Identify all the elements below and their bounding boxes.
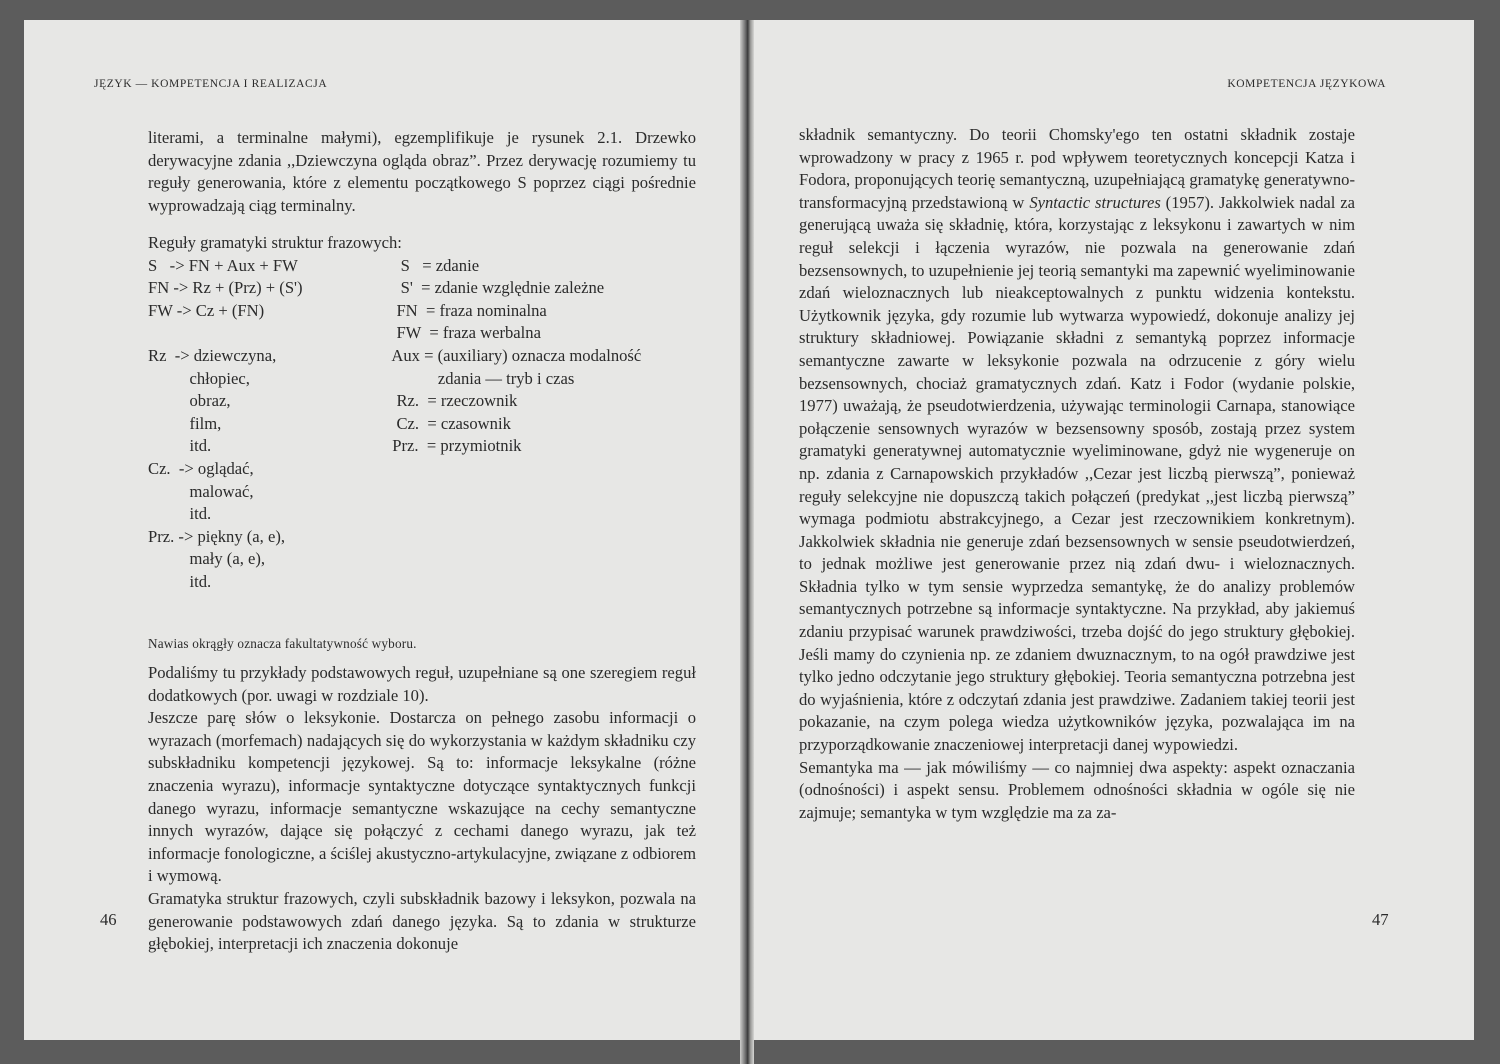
right-page (754, 20, 1474, 1040)
left-paragraph-4: Gramatyka struktur frazowych, czyli subskładnik bazowy i leksykon, pozwala na generowanie podstawowych zdań danego języka. Są to zdania w strukturze głębokiej, interpretacji ich znaczenia dokonuje (148, 888, 696, 954)
definition-line: FW = fraza werbalna (384, 323, 541, 343)
left-page (24, 20, 740, 1040)
rule-line: Rz -> dziewczyna, (148, 345, 277, 365)
definition-line: S = zdanie (384, 255, 480, 275)
rule-line: S -> FN + Aux + FW (148, 255, 298, 275)
definition-line: FN = fraza nominalna (384, 300, 547, 320)
definition-line: zdania — tryb i czas (384, 368, 575, 388)
rule-line: FN -> Rz + (Prz) + (S') (148, 278, 303, 298)
running-head-right: KOMPETENCJA JĘZYKOWA (1227, 78, 1386, 90)
left-paragraph-1-text: literami, a terminalne małymi), egzemplifikuje je rysunek 2.1. Drzewko derywacyjne zdania ,,Dziewczyna ogląda obraz”. Przez derywację rozumiemy tu reguły generowania, które z elementu początkowego S poprzez ciągi pośrednie wyprowadzają ciąg terminalny. (148, 128, 696, 215)
left-paragraph-2: Podaliśmy tu przykłady podstawowych reguł, uzupełniane są one szeregiem reguł dodatkowych (por. uwagi w rozdziale 10). (148, 663, 696, 705)
definition-line: Prz. = przymiotnik (384, 436, 522, 456)
rule-line: mały (a, e), (148, 549, 266, 569)
right-paragraph-2: Semantyka ma — jak mówiliśmy — co najmniej dwa aspekty: aspekt oznaczania (odnośności) i aspekt sensu. Problemem odnośności składnia w ogóle się nie zajmuje; semantyka w tym względzie ma za za- (799, 757, 1355, 822)
left-paragraph-3: Jeszcze parę słów o leksykonie. Dostarcza on pełnego zasobu informacji o wyrazach (morfemach) nadających się do wykorzystania w każdym składniku czy subskładniku kompetencji językowej. Są to: informacje leksykalne (różne znaczenia wyrazu), informacje syntaktyczne dotyczące syntaktycznych funkcji danego wyrazu, informacje semantyczne wskazujące na cechy semantyczne innych wyrazów, dające się połączyć z cechami danego wyrazu, jak też informacje fonologiczne, a ściślej akustyczno-artykulacyjne, związane z odbiorem i wymową. (148, 708, 696, 886)
page-number-right: 47 (1372, 910, 1389, 929)
page-number-left: 46 (100, 910, 117, 929)
right-paragraph-1-end: (1957). Jakkolwiek nadal za generującą uważa się składnię, która, korzystając z leksykonu i zawartych w nim reguł selekcji i łączenia wyrazów, nie pozwala na generowanie zdań bezsensownych, to uzupełnienie jej teorią semantyki ma zapewnić wyeliminowanie zdań wieloznacznych lub nieakceptowalnych z punktu widzenia kontekstu. Użytkownik języka, gdy rozumie lub wytwarza wypowiedź, dokonuje analizy jej struktury składniowej. Powiązanie składni z semantyką poprzez informacje semantyczne zawarte w leksykonie pozwala na odrzucenie z góry wielu bezsensownych, chociaż gramatycznych zdań. Katz i Fodor (wydanie polskie, 1977) uważają, że pseudotwierdzenia, używając terminologii Carnapa, stanowiące połączenie sensownych wyrazów w bezsensowny sposób, zostają przez system gramatyki generatywnej automatycznie wyeliminowane, gdyż nie wygeneruje on np. zdania z Carnapowskich przykładów ,,Cezar jest liczbą pierwszą”, ponieważ reguły selekcyjne nie dopuszczą takich połączeń (predykat ,,jest liczbą pierwszą” wymaga podmiotu abstrakcyjnego, a Cezar jest rzeczownikiem konkretnym). Jakkolwiek składnia nie generuje zdań bezsensownych w sensie pseudotwierdzeń, to jednak możliwe jest generowanie przez nią zdań dwu- i wieloznacznych. Składnia tylko w tym sensie wyprzedza semantykę, że do analizy problemów semantycznych potrzebne są informacje syntaktyczne. Na przykład, aby jakiemuś zdaniu przypisać warunek prawdziwości, trzeba dojść do jego struktury głębokiej. Jeśli mamy do czynienia np. ze zdaniem dwuznacznym, to na ogół prawdziwe jest tylko jedno odczytanie jego struktury głębokiej. Teoria semantyczna potrzebna jest do wyjaśnienia, które z odczytań zdania jest prawdziwe. Zadaniem takiej teorii jest pokazanie, na czym polega wiedza użytkowników języka, pozwalająca im na przyporządkowanie znaczeniowej interpretacji danej wypowiedzi. (799, 192, 1355, 755)
left-paragraph-1 (148, 127, 696, 217)
rule-line: chłopiec, (148, 368, 250, 388)
book-spread (24, 20, 1474, 1040)
definition-line: Aux = (auxiliary) oznacza modalność (384, 345, 642, 365)
rule-line: film, (148, 413, 222, 433)
book-gutter (740, 20, 754, 1064)
rule-line: FW -> Cz + (FN) (148, 300, 265, 320)
definition-line: Rz. = rzeczownik (384, 391, 518, 411)
running-head-left: JĘZYK — KOMPETENCJA I REALIZACJA (94, 78, 328, 90)
rule-line: Prz. -> piękny (a, e), (148, 526, 285, 546)
grammar-intro: Reguły gramatyki struktur frazowych: (148, 233, 402, 252)
definition-line: Cz. = czasownik (384, 413, 511, 433)
rule-line: itd. (148, 436, 212, 456)
right-body-text (799, 124, 1355, 824)
rule-line: itd. (148, 504, 212, 524)
rule-line: itd. (148, 571, 212, 591)
book-title-italic: Syntactic structures (1029, 192, 1161, 212)
right-paragraph-1-start: składnik semantyczny. Do teorii Chomsky'ego ten ostatni składnik zostaje wprowadzony w pracy z 1965 r. pod wpływem teoretycznych koncepcji Katza i Fodora, proponujących teorię semantyczną, uzupełniającą gramatykę generatywno-transformacyjną przedstawioną w (799, 125, 1355, 212)
rule-line: obraz, (148, 391, 231, 411)
right-paragraph-1 (799, 124, 1355, 757)
rule-line: Cz. -> oglądać, (148, 458, 254, 478)
rule-line: malować, (148, 481, 254, 501)
left-body-text (148, 662, 696, 956)
definition-line: S' = zdanie względnie zależne (384, 278, 605, 298)
rules-caption: Nawias okrągły oznacza fakultatywność wyboru. (148, 636, 417, 651)
